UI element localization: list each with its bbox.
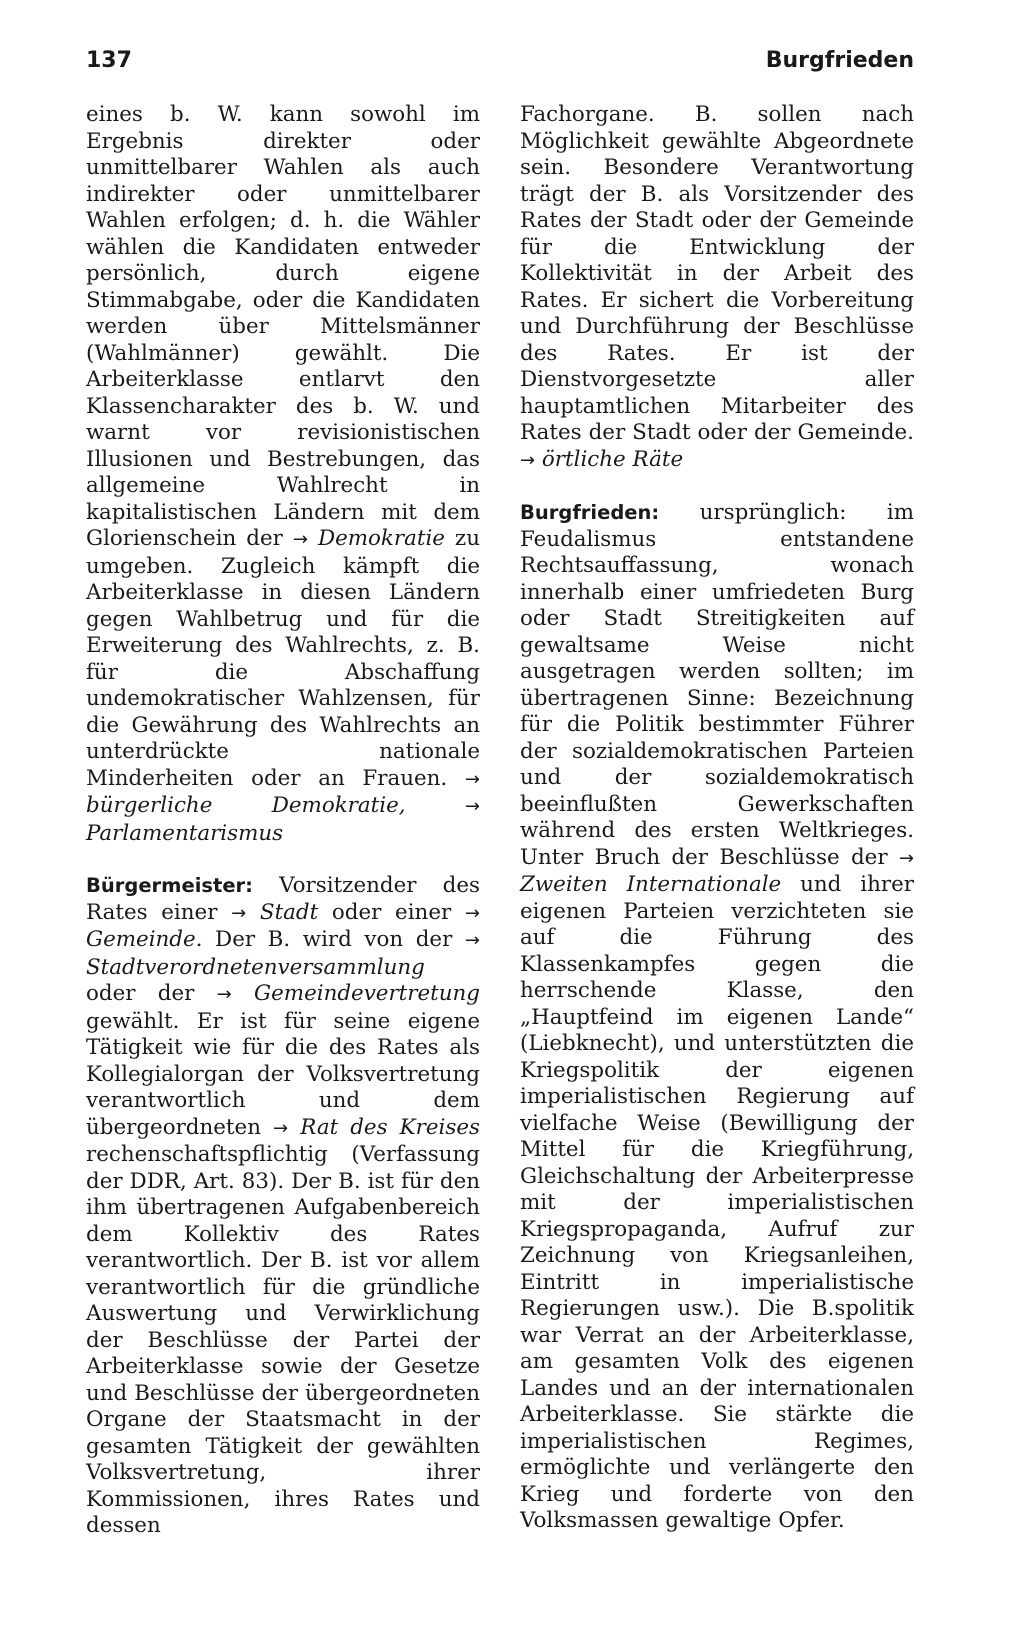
cross-reference-rat-des-kreises: Rat des Kreises	[300, 1114, 480, 1140]
cross-reference-gemeindevertretung: Gemeindevertretung	[254, 981, 480, 1006]
cross-reference-arrow-icon: →	[216, 984, 232, 1005]
cross-reference-gemeinde: Gemeinde.	[86, 927, 203, 952]
page-header	[86, 48, 914, 82]
body-text: gewählt. Er ist für seine eigene Tätigkeit wie für die des Rates als Kollegialorgan der Volksvertretung verantwortlich und dem übergeordneten	[86, 1008, 480, 1140]
body-text: oder einer	[318, 899, 465, 925]
body-text: eines b. W. kann sowohl im Ergebnis direkter oder unmittelbarer Wahlen als auch indirekter oder unmittelbarer Wahlen erfolgen; d. h. die Wähler wählen die Kandidaten entweder persönlich, durch eigene Stimmabgabe, oder die Kandidaten werden über Mittelsmänner (Wahlmänner) gewählt. Die Arbeiterklasse entlarvt den Klassencharakter des b. W. und warnt vor revisionistischen Illusionen und Bestrebungen, das allgemeine Wahlrecht in kapitalistischen Ländern mit dem Glorienschein der	[86, 102, 480, 551]
headword: Burgfrieden:	[520, 501, 660, 524]
cross-reference-buergerliche-demokratie: bürgerliche Demokratie,	[86, 793, 406, 818]
body-text: und ihrer eigenen Parteien verzichteten sie auf die Führung des Klassenkampfes gegen die herrschende Klasse, den „Hauptfeind im eigenen Lande“ (Liebknecht), und unterstützten die Kriegspolitik der eigenen imperialistischen Regierung auf vielfache Weise (Bewilligung der Mittel für die Kriegführung, Gleichschaltung der Arbeiterpresse mit der imperialistischen Kriegspropaganda, Aufruf zur Zeichnung von Kriegsanleihen, Eintritt in imperialistische Regierungen usw.). Die B.spolitik war Verrat an der Arbeiterklasse, am gesamten Volk des eigenen Landes und an der internationalen Arbeiterklasse. Sie stärkte die imperialistischen Regimes, ermöglichte und verlängerte den Krieg und forderte von den Volksmassen gewaltige Opfer.	[520, 872, 914, 1533]
cross-reference-demokratie: Demokratie	[317, 526, 445, 551]
body-text: oder der	[86, 981, 217, 1006]
cross-reference-arrow-icon: →	[292, 529, 308, 550]
body-text: Der B. wird von der	[202, 927, 465, 952]
left-column	[86, 102, 480, 1540]
headword: Bürgermeister:	[86, 874, 253, 897]
page-number: 137	[86, 48, 132, 73]
cross-reference-arrow-icon: →	[464, 930, 480, 951]
body-text: ursprünglich: im Feudalismus entstandene Rechtsauffassung, wonach innerhalb einer umfriedeten Burg oder Stadt Streitigkeiten auf gewaltsame Weise nicht ausgetragen werden sollten; im übertragenen Sinne: Bezeichnung für die Politik bestimmter Führer der sozialdemokratischen Parteien und der sozialdemokratisch beeinflußten Gewerkschaften während des ersten Weltkrieges. Unter Bruch der Beschlüsse der	[520, 500, 914, 870]
cross-reference-parlamentarismus: Parlamentarismus	[86, 820, 284, 846]
cross-reference-stadtverordnetenversammlung: Stadtverordnetenversammlung	[86, 954, 425, 980]
cross-reference-stadt: Stadt	[259, 899, 319, 925]
entry-burgfrieden	[520, 500, 914, 1535]
right-column	[520, 102, 914, 1535]
cross-reference-arrow-icon: →	[464, 902, 480, 924]
cross-reference-arrow-icon: →	[231, 902, 247, 924]
body-text: Fachorgane. B. sollen nach Möglichkeit gewählte Abgeordnete sein. Besondere Verantwortung trägt der B. als Vorsitzender des Rates der Stadt oder der Gemeinde für die Entwicklung der Kollektivität in der Arbeit des Rates. Er sichert die Vorbereitung und Durchführung der Beschlüsse des Rates. Er ist der Dienstvorgesetzte aller hauptamtlichen Mitarbeiter des Rates der Stadt oder der Gemeinde.	[520, 102, 914, 445]
cross-reference-arrow-icon: →	[464, 796, 480, 817]
cross-reference-arrow-icon: →	[898, 847, 914, 869]
body-text: Vorsitzender des Rates einer	[86, 873, 480, 925]
body-text: rechenschaftspflichtig (Verfassung der DDR, Art. 83). Der B. ist für den ihm übertragenen Aufgabenbereich dem Kollektiv des Rates verantwortlich. Der B. ist vor allem verantwortlich für die gründliche Auswertung und Verwirklichung der Beschlüsse der Partei der Arbeiterklasse sowie der Gesetze und Beschlüsse der übergeordneten Organe der Staatsmacht in der gesamten Tätigkeit der gewählten Volksvertretung, ihrer Kommissionen, ihres Rates und dessen	[86, 1142, 480, 1538]
cross-reference-arrow-icon: →	[520, 449, 536, 471]
cross-reference-arrow-icon: →	[273, 1117, 289, 1139]
body-text: zu umgeben. Zugleich kämpft die Arbeiterklasse in diesen Ländern gegen Wahlbetrug und für die Erweiterung des Wahlrechts, z. B. für die Abschaffung undemokratischer Wahlzensen, für die Gewährung des Wahlrechts an unterdrückte nationale Minderheiten oder an Frauen.	[86, 526, 480, 791]
cross-reference-zweite-internationale: Zweiten Internationale	[520, 872, 782, 897]
cross-reference-oertliche-raete: örtliche Räte	[541, 446, 684, 472]
entry-buergermeister	[86, 873, 480, 1540]
entry-continuation	[520, 102, 914, 474]
running-title: Burgfrieden	[765, 48, 914, 73]
cross-reference-arrow-icon: →	[464, 768, 480, 790]
entry-continuation	[86, 102, 480, 847]
